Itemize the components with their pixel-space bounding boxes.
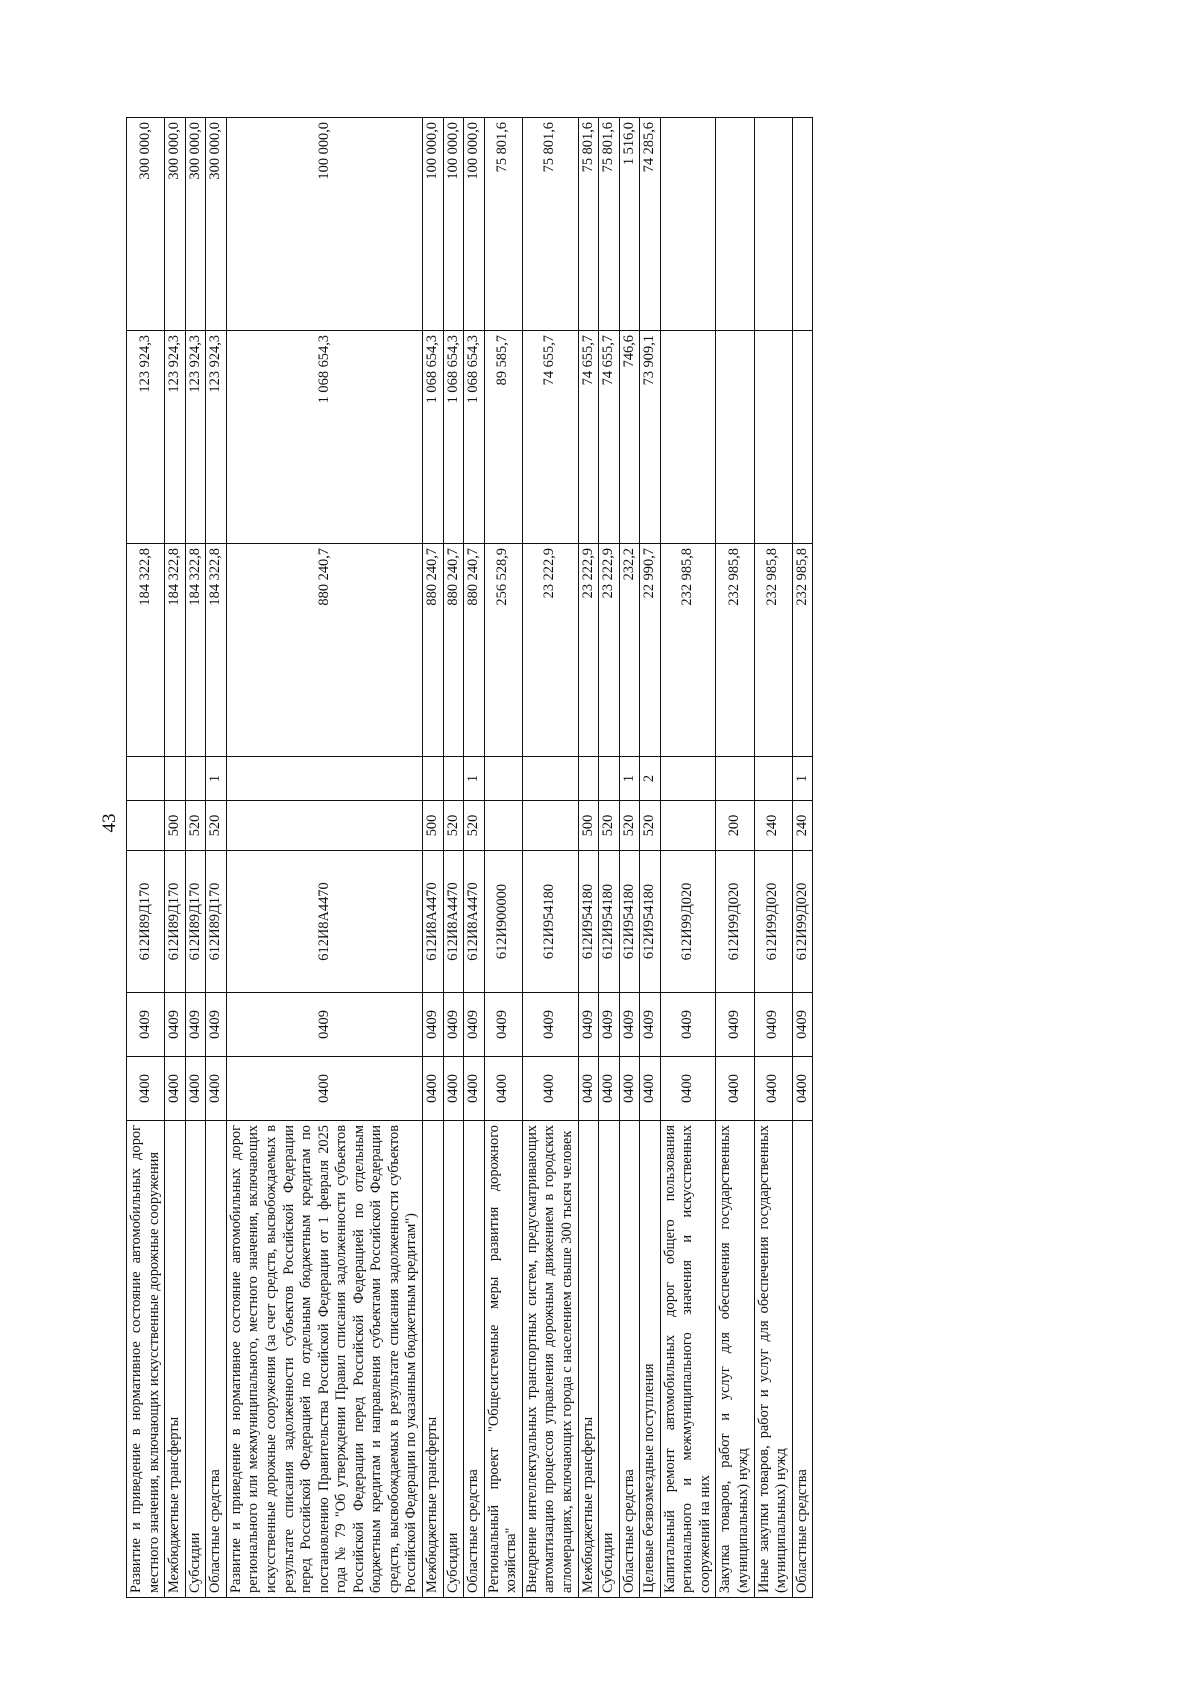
amount-2025-cell: 232 985,8 [792, 544, 813, 757]
funding-source-cell [484, 757, 522, 801]
ved-code-cell: 0400 [484, 1057, 522, 1121]
row-name-cell: Капитальный ремонт автомобильных дорог общего пользования регионального и межмуниципального значения и искусственных сооружений на них [660, 1121, 716, 1598]
table-row [716, 118, 754, 1598]
section-code-cell: 0409 [578, 993, 599, 1057]
row-name-cell: Субсидии [443, 1121, 464, 1598]
amount-2026-cell [792, 331, 813, 544]
amount-2027-cell [660, 118, 716, 331]
amount-2026-cell: 74 655,7 [522, 331, 578, 544]
amount-2026-cell: 74 655,7 [578, 331, 599, 544]
row-name-cell: Развитие и приведение в нормативное состояние автомобильных дорог местного значения, включающих искусственные дорожные сооружения [127, 1121, 165, 1598]
funding-source-cell: 2 [640, 757, 661, 801]
funding-source-cell [599, 757, 620, 801]
target-article-cell: 612И8А4470 [464, 851, 485, 993]
ved-code-cell: 0400 [226, 1057, 422, 1121]
amount-2025-cell: 256 528,9 [484, 544, 522, 757]
row-name-cell: Областные средства [206, 1121, 227, 1598]
section-code-cell: 0409 [599, 993, 620, 1057]
section-code-cell: 0409 [443, 993, 464, 1057]
budget-table-body [127, 118, 813, 1598]
amount-2025-cell: 23 222,9 [522, 544, 578, 757]
row-name-cell: Областные средства [619, 1121, 640, 1598]
section-code-cell: 0409 [484, 993, 522, 1057]
expense-type-cell: 500 [578, 801, 599, 851]
section-code-cell: 0409 [206, 993, 227, 1057]
target-article-cell: 612И89Д170 [165, 851, 186, 993]
ved-code-cell: 0400 [165, 1057, 186, 1121]
funding-source-cell [423, 757, 444, 801]
table-row [423, 118, 444, 1598]
amount-2027-cell [754, 118, 792, 331]
table-row [792, 118, 813, 1598]
amount-2025-cell: 23 222,9 [578, 544, 599, 757]
ved-code-cell: 0400 [578, 1057, 599, 1121]
amount-2026-cell [716, 331, 754, 544]
target-article-cell: 612И89Д170 [206, 851, 227, 993]
expense-type-cell: 520 [619, 801, 640, 851]
ved-code-cell: 0400 [443, 1057, 464, 1121]
budget-table [126, 117, 813, 1598]
target-article-cell: 612И99Д020 [716, 851, 754, 993]
row-name-cell: Областные средства [792, 1121, 813, 1598]
target-article-cell: 612И954180 [599, 851, 620, 993]
table-row [619, 118, 640, 1598]
expense-type-cell [226, 801, 422, 851]
funding-source-cell [754, 757, 792, 801]
funding-source-cell [522, 757, 578, 801]
target-article-cell: 612И954180 [578, 851, 599, 993]
expense-type-cell [660, 801, 716, 851]
expense-type-cell: 240 [792, 801, 813, 851]
funding-source-cell [226, 757, 422, 801]
expense-type-cell: 500 [165, 801, 186, 851]
amount-2026-cell: 73 909,1 [640, 331, 661, 544]
table-row [640, 118, 661, 1598]
ved-code-cell: 0400 [716, 1057, 754, 1121]
amount-2027-cell: 300 000,0 [127, 118, 165, 331]
target-article-cell: 612И99Д020 [754, 851, 792, 993]
funding-source-cell: 1 [792, 757, 813, 801]
amount-2026-cell: 123 924,3 [127, 331, 165, 544]
target-article-cell: 612И954180 [640, 851, 661, 993]
amount-2027-cell: 74 285,6 [640, 118, 661, 331]
target-article-cell: 612И8А4470 [443, 851, 464, 993]
amount-2025-cell: 23 222,9 [599, 544, 620, 757]
table-row [206, 118, 227, 1598]
amount-2026-cell [660, 331, 716, 544]
target-article-cell: 612И8А4470 [423, 851, 444, 993]
row-name-cell: Субсидии [185, 1121, 206, 1598]
amount-2026-cell: 746,6 [619, 331, 640, 544]
amount-2026-cell: 1 068 654,3 [423, 331, 444, 544]
ved-code-cell: 0400 [660, 1057, 716, 1121]
ved-code-cell: 0400 [185, 1057, 206, 1121]
table-row [127, 118, 165, 1598]
amount-2025-cell: 232 985,8 [660, 544, 716, 757]
amount-2027-cell [716, 118, 754, 331]
target-article-cell: 612И954180 [522, 851, 578, 993]
rotated-page [126, 118, 1072, 1598]
row-name-cell: Субсидии [599, 1121, 620, 1598]
table-row [226, 118, 422, 1598]
amount-2026-cell: 74 655,7 [599, 331, 620, 544]
table-row [754, 118, 792, 1598]
expense-type-cell: 520 [640, 801, 661, 851]
amount-2027-cell: 75 801,6 [599, 118, 620, 331]
target-article-cell: 612И99Д020 [660, 851, 716, 993]
row-name-cell: Внедрение интеллектуальных транспортных систем, предусматривающих автоматизацию процессов управления дорожным движением в городских агломерациях, включающих города с населением свыше 300 тысяч человек [522, 1121, 578, 1598]
amount-2026-cell: 123 924,3 [206, 331, 227, 544]
amount-2026-cell: 1 068 654,3 [464, 331, 485, 544]
page-number: 43 [99, 813, 120, 833]
amount-2025-cell: 184 322,8 [165, 544, 186, 757]
expense-type-cell [522, 801, 578, 851]
amount-2027-cell [792, 118, 813, 331]
funding-source-cell [127, 757, 165, 801]
funding-source-cell [185, 757, 206, 801]
amount-2027-cell: 75 801,6 [484, 118, 522, 331]
amount-2025-cell: 184 322,8 [206, 544, 227, 757]
row-name-cell: Закупка товаров, работ и услуг для обеспечения государственных (муниципальных) нужд [716, 1121, 754, 1598]
amount-2025-cell: 22 990,7 [640, 544, 661, 757]
section-code-cell: 0409 [185, 993, 206, 1057]
funding-source-cell [443, 757, 464, 801]
expense-type-cell [484, 801, 522, 851]
row-name-cell: Иные закупки товаров, работ и услуг для обеспечения государственных (муниципальных) нужд [754, 1121, 792, 1598]
table-row [578, 118, 599, 1598]
funding-source-cell [716, 757, 754, 801]
table-row [443, 118, 464, 1598]
amount-2027-cell: 300 000,0 [165, 118, 186, 331]
ved-code-cell: 0400 [754, 1057, 792, 1121]
row-name-cell: Областные средства [464, 1121, 485, 1598]
amount-2027-cell: 100 000,0 [443, 118, 464, 331]
section-code-cell: 0409 [792, 993, 813, 1057]
section-code-cell: 0409 [619, 993, 640, 1057]
amount-2027-cell: 300 000,0 [185, 118, 206, 331]
section-code-cell: 0409 [522, 993, 578, 1057]
section-code-cell: 0409 [423, 993, 444, 1057]
expense-type-cell: 520 [185, 801, 206, 851]
section-code-cell: 0409 [660, 993, 716, 1057]
amount-2026-cell [754, 331, 792, 544]
amount-2026-cell: 89 585,7 [484, 331, 522, 544]
amount-2026-cell: 1 068 654,3 [443, 331, 464, 544]
funding-source-cell: 1 [464, 757, 485, 801]
target-article-cell: 612И954180 [619, 851, 640, 993]
funding-source-cell: 1 [206, 757, 227, 801]
amount-2025-cell: 232 985,8 [716, 544, 754, 757]
amount-2025-cell: 880 240,7 [443, 544, 464, 757]
ved-code-cell: 0400 [792, 1057, 813, 1121]
amount-2025-cell: 184 322,8 [185, 544, 206, 757]
row-name-cell: Целевые безвозмездные поступления [640, 1121, 661, 1598]
row-name-cell: Региональный проект "Общесистемные меры развития дорожного хозяйства" [484, 1121, 522, 1598]
table-row [484, 118, 522, 1598]
target-article-cell: 612И99Д020 [792, 851, 813, 993]
ved-code-cell: 0400 [599, 1057, 620, 1121]
ved-code-cell: 0400 [464, 1057, 485, 1121]
ved-code-cell: 0400 [423, 1057, 444, 1121]
amount-2026-cell: 123 924,3 [185, 331, 206, 544]
funding-source-cell [578, 757, 599, 801]
amount-2027-cell: 100 000,0 [464, 118, 485, 331]
ved-code-cell: 0400 [127, 1057, 165, 1121]
row-name-cell: Межбюджетные трансферты [165, 1121, 186, 1598]
amount-2025-cell: 184 322,8 [127, 544, 165, 757]
amount-2027-cell: 100 000,0 [423, 118, 444, 331]
amount-2026-cell: 1 068 654,3 [226, 331, 422, 544]
funding-source-cell [660, 757, 716, 801]
expense-type-cell: 500 [423, 801, 444, 851]
ved-code-cell: 0400 [206, 1057, 227, 1121]
funding-source-cell [165, 757, 186, 801]
ved-code-cell: 0400 [619, 1057, 640, 1121]
row-name-cell: Развитие и приведение в нормативное состояние автомобильных дорог регионального или межмуниципального, местного значения, включающих искусственные дорожные сооружения (за счет средств, высвобождаемых в результате списания задолженности субъектов Российской Федерации перед Российской Федерацией по отдельным бюджетным кредитам по постановлению Правительства Российской Федерации от 1 февраля 2025 года № 79 "Об утверждении Правил списания задолженности субъектов Российской Федерации перед Российской Федерацией по отдельным бюджетным кредитам и направления субъектами Российской Федерации средств, высвобождаемых в результате списания задолженности субъектов Российской Федерации по указанным бюджетным кредитам") [226, 1121, 422, 1598]
table-row [599, 118, 620, 1598]
row-name-cell: Межбюджетные трансферты [578, 1121, 599, 1598]
row-name-cell: Межбюджетные трансферты [423, 1121, 444, 1598]
amount-2025-cell: 232,2 [619, 544, 640, 757]
section-code-cell: 0409 [464, 993, 485, 1057]
section-code-cell: 0409 [640, 993, 661, 1057]
expense-type-cell: 520 [599, 801, 620, 851]
funding-source-cell: 1 [619, 757, 640, 801]
table-row [165, 118, 186, 1598]
section-code-cell: 0409 [226, 993, 422, 1057]
section-code-cell: 0409 [716, 993, 754, 1057]
expense-type-cell: 200 [716, 801, 754, 851]
expense-type-cell: 520 [206, 801, 227, 851]
expense-type-cell: 520 [443, 801, 464, 851]
expense-type-cell: 240 [754, 801, 792, 851]
table-row [660, 118, 716, 1598]
section-code-cell: 0409 [127, 993, 165, 1057]
target-article-cell: 612И900000 [484, 851, 522, 993]
amount-2027-cell: 75 801,6 [522, 118, 578, 331]
ved-code-cell: 0400 [522, 1057, 578, 1121]
section-code-cell: 0409 [754, 993, 792, 1057]
expense-type-cell [127, 801, 165, 851]
amount-2025-cell: 880 240,7 [464, 544, 485, 757]
amount-2026-cell: 123 924,3 [165, 331, 186, 544]
section-code-cell: 0409 [165, 993, 186, 1057]
target-article-cell: 612И89Д170 [185, 851, 206, 993]
amount-2025-cell: 880 240,7 [226, 544, 422, 757]
table-row [185, 118, 206, 1598]
table-row [522, 118, 578, 1598]
target-article-cell: 612И89Д170 [127, 851, 165, 993]
amount-2027-cell: 300 000,0 [206, 118, 227, 331]
target-article-cell: 612И8А4470 [226, 851, 422, 993]
ved-code-cell: 0400 [640, 1057, 661, 1121]
amount-2027-cell: 75 801,6 [578, 118, 599, 331]
amount-2025-cell: 232 985,8 [754, 544, 792, 757]
amount-2027-cell: 1 516,0 [619, 118, 640, 331]
amount-2025-cell: 880 240,7 [423, 544, 444, 757]
expense-type-cell: 520 [464, 801, 485, 851]
table-row [464, 118, 485, 1598]
amount-2027-cell: 100 000,0 [226, 118, 422, 331]
